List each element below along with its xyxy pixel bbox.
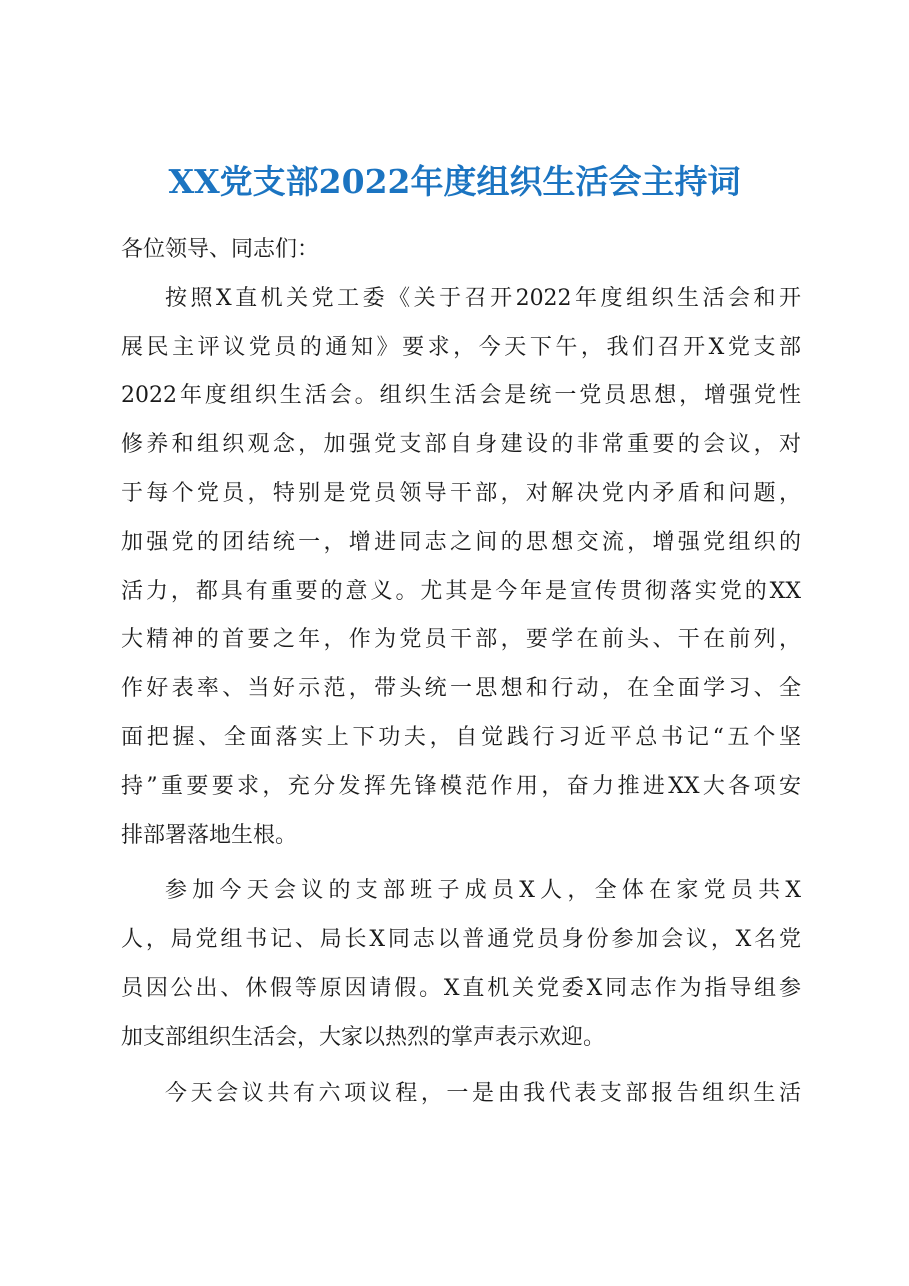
paragraph-line: 修养和组织观念，加强党支部自身建设的非常重要的会议，对 [121, 432, 801, 458]
paragraph-line: 按照X直机关党工委《关于召开2022年度组织生活会和开 [165, 285, 801, 311]
paragraph-line: 展民主评议党员的通知》要求，今天下午，我们召开X党支部 [121, 334, 801, 360]
paragraph [121, 275, 801, 861]
document-body [121, 226, 801, 1118]
paragraph-line: 人，局党组书记、局长X同志以普通党员身份参加会议，X名党 [121, 927, 801, 953]
paragraph-line: 加强党的团结统一，增进同志之间的思想交流，增强党组织的 [121, 529, 801, 555]
paragraph-line: 大精神的首要之年，作为党员干部，要学在前头、干在前列， [121, 627, 801, 653]
paragraph-line: 活力，都具有重要的意义。尤其是今年是宣传贯彻落实党的XX [121, 578, 801, 604]
paragraph-line: 面把握、全面落实上下功夫，自觉践行习近平总书记“五个坚 [121, 724, 801, 750]
document-title: XX党支部2022年度组织生活会主持词 [168, 162, 741, 201]
salutation: 各位领导、同志们： [121, 237, 320, 262]
paragraph-line: 排部署落地生根。 [121, 822, 298, 848]
paragraph-line: 员因公出、休假等原因请假。X直机关党委X同志作为指导组参 [121, 975, 801, 1001]
paragraph-line: 于每个党员，特别是党员领导干部，对解决党内矛盾和问题， [121, 480, 801, 506]
paragraph-line: 持”重要要求，充分发挥先锋模范作用，奋力推进XX大各项安 [121, 773, 801, 799]
paragraph [121, 867, 801, 1062]
paragraph-line: 参加今天会议的支部班子成员X人，全体在家党员共X [165, 878, 801, 904]
paragraph-line: 今天会议共有六项议程，一是由我代表支部报告组织生活 [165, 1080, 801, 1106]
paragraph-line: 作好表率、当好示范，带头统一思想和行动，在全面学习、全 [121, 676, 801, 702]
paragraph-line: 2022年度组织生活会。组织生活会是统一党员思想，增强党性 [121, 383, 801, 409]
paragraph [121, 1070, 801, 1119]
paragraph-line: 加支部组织生活会，大家以热烈的掌声表示欢迎。 [121, 1024, 606, 1050]
